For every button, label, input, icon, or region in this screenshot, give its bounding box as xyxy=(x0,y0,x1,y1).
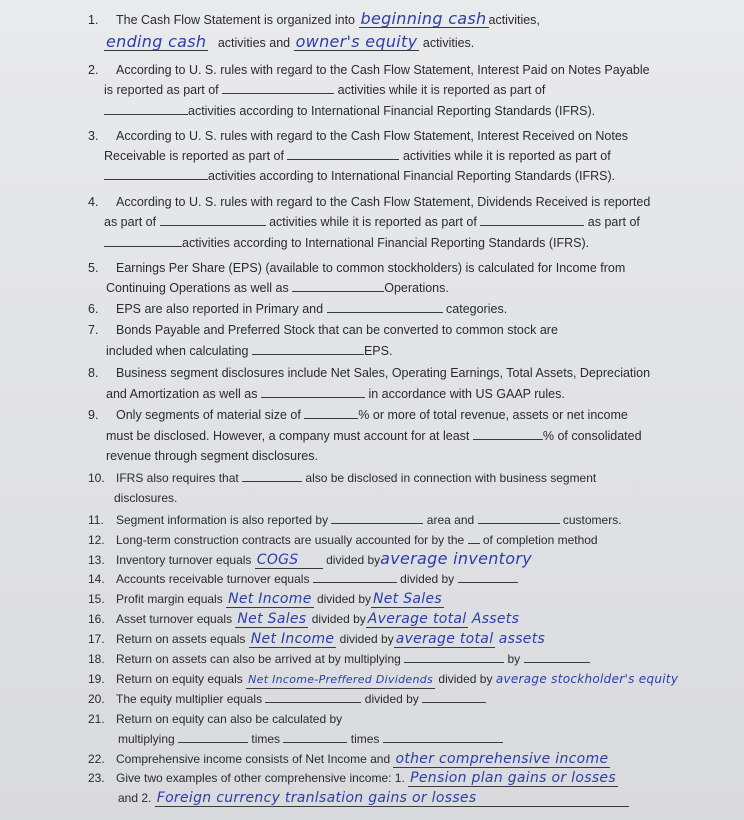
question-4-line-2: as part of activities while it is reported as part of as part of xyxy=(104,212,640,232)
question-10: 10. IFRS also requires that also be disclosed in connection with business segment xyxy=(88,468,596,488)
answer-15b: Net Sales xyxy=(373,591,442,607)
blank[interactable] xyxy=(304,405,358,419)
answer-1c: owner's equity xyxy=(295,32,418,51)
answer-19a: Net Income-Preffered Dividends xyxy=(246,672,435,689)
question-19: 19. Return on equity equals Net Income-Preffered Dividends divided by average stockholder's equity xyxy=(88,669,678,689)
answer-13b: average inventory xyxy=(380,549,532,568)
blank[interactable] xyxy=(178,729,248,743)
blank[interactable] xyxy=(422,689,486,703)
question-11: 11. Segment information is also reported by area and customers. xyxy=(88,510,622,530)
blank[interactable] xyxy=(458,569,518,583)
blank[interactable] xyxy=(104,166,208,180)
answer-17a: Net Income xyxy=(250,631,335,647)
blank[interactable] xyxy=(160,212,266,226)
question-2-line-2: is reported as part of activities while it is reported as part of xyxy=(104,80,545,100)
blank[interactable] xyxy=(283,729,347,743)
blank[interactable] xyxy=(242,468,302,482)
question-21-line-2: multiplying times times xyxy=(118,729,503,749)
question-16: 16. Asset turnover equals Net Sales divided by Average total Assets xyxy=(88,611,520,627)
answer-16b: Average total xyxy=(367,611,467,627)
blank[interactable] xyxy=(104,233,182,247)
blank[interactable] xyxy=(252,341,364,355)
blank[interactable] xyxy=(327,299,443,313)
question-4-line-3: activities according to International Financial Reporting Standards (IFRS). xyxy=(104,233,589,253)
question-6: 6. EPS are also reported in Primary and categories. xyxy=(88,299,507,319)
question-3: 3. According to U. S. rules with regard to the Cash Flow Statement, Interest Received on Notes xyxy=(88,129,629,143)
blank[interactable] xyxy=(473,426,543,440)
question-7-line-2: included when calculating EPS. xyxy=(106,341,392,361)
question-14: 14. Accounts receivable turnover equals divided by xyxy=(88,569,518,589)
question-9-line-2: must be disclosed. However, a company must account for at least % of consolidated xyxy=(106,426,642,446)
answer-23a: Pension plan gains or losses xyxy=(410,770,616,786)
question-12: 12. Long-term construction contracts are usually accounted for by the of completion method xyxy=(88,530,598,550)
question-23: 23. Give two examples of other comprehensive income: 1. Pension plan gains or losses xyxy=(88,770,616,786)
answer-1a: beginning cash xyxy=(360,9,487,28)
question-1: 1. The Cash Flow Statement is organized into beginning cash activities, xyxy=(88,9,540,28)
question-23-line-2: and 2. Foreign currency tranlsation gains or losses xyxy=(118,788,629,808)
blank[interactable] xyxy=(383,729,503,743)
blank[interactable] xyxy=(404,649,504,663)
answer-13a: COGS xyxy=(255,552,323,569)
question-9-line-3: revenue through segment disclosures. xyxy=(106,449,318,463)
answer-19b: average stockholder's equity xyxy=(495,672,679,686)
blank[interactable] xyxy=(292,278,384,292)
answer-16c: Assets xyxy=(471,611,520,627)
question-22: 22. Comprehensive income consists of Net Income and other comprehensive income xyxy=(88,751,609,767)
blank[interactable] xyxy=(287,146,399,160)
answer-17c: assets xyxy=(498,631,546,647)
blank[interactable] xyxy=(524,649,590,663)
question-8: 8. Business segment disclosures include Net Sales, Operating Earnings, Total Assets, Depreciation xyxy=(88,366,651,380)
blank[interactable] xyxy=(313,569,397,583)
question-7: 7. Bonds Payable and Preferred Stock that can be converted to common stock are xyxy=(88,323,558,337)
question-3-line-2: Receivable is reported as part of activities while it is reported as part of xyxy=(104,146,611,166)
answer-1b: ending cash xyxy=(106,32,207,51)
question-2-line-3: activities according to International Financial Reporting Standards (IFRS). xyxy=(104,101,595,121)
blank[interactable] xyxy=(478,510,560,524)
question-17: 17. Return on assets equals Net Income divided by average total assets xyxy=(88,631,546,647)
question-10-line-2: disclosures. xyxy=(114,491,178,505)
question-4: 4. According to U. S. rules with regard to the Cash Flow Statement, Dividends Received is reported xyxy=(88,195,651,209)
question-15: 15. Profit margin equals Net Income divided by Net Sales xyxy=(88,591,442,607)
blank[interactable] xyxy=(331,510,423,524)
question-9: 9. Only segments of material size of % or more of total revenue, assets or net income xyxy=(88,405,628,425)
question-5: 5. Earnings Per Share (EPS) (available to common stockholders) is calculated for Income from xyxy=(88,261,626,275)
answer-15a: Net Income xyxy=(228,591,312,607)
answer-22: other comprehensive income xyxy=(395,751,609,767)
question-5-line-2: Continuing Operations as well as Operations. xyxy=(106,278,449,298)
answer-23b: Foreign currency tranlsation gains or losses xyxy=(155,790,629,807)
question-2: 2. According to U. S. rules with regard to the Cash Flow Statement, Interest Paid on Notes Payable xyxy=(88,63,650,77)
blank[interactable] xyxy=(222,80,334,94)
question-1-line-2: ending cash activities and owner's equity activities. xyxy=(106,32,475,51)
blank[interactable] xyxy=(265,689,361,703)
blank[interactable] xyxy=(261,384,365,398)
question-18: 18. Return on assets can also be arrived at by multiplying by xyxy=(88,649,590,669)
answer-17b: average total xyxy=(395,631,494,647)
blank[interactable] xyxy=(468,530,480,544)
question-13: 13. Inventory turnover equals COGS divided byaverage inventory xyxy=(88,549,532,568)
answer-16a: Net Sales xyxy=(237,611,307,627)
blank[interactable] xyxy=(480,212,584,226)
question-20: 20. The equity multiplier equals divided by xyxy=(88,689,486,709)
question-3-line-3: activities according to International Financial Reporting Standards (IFRS). xyxy=(104,166,615,186)
blank[interactable] xyxy=(104,101,188,115)
question-8-line-2: and Amortization as well as in accordance with US GAAP rules. xyxy=(106,384,565,404)
question-21: 21. Return on equity can also be calculated by xyxy=(88,712,343,726)
